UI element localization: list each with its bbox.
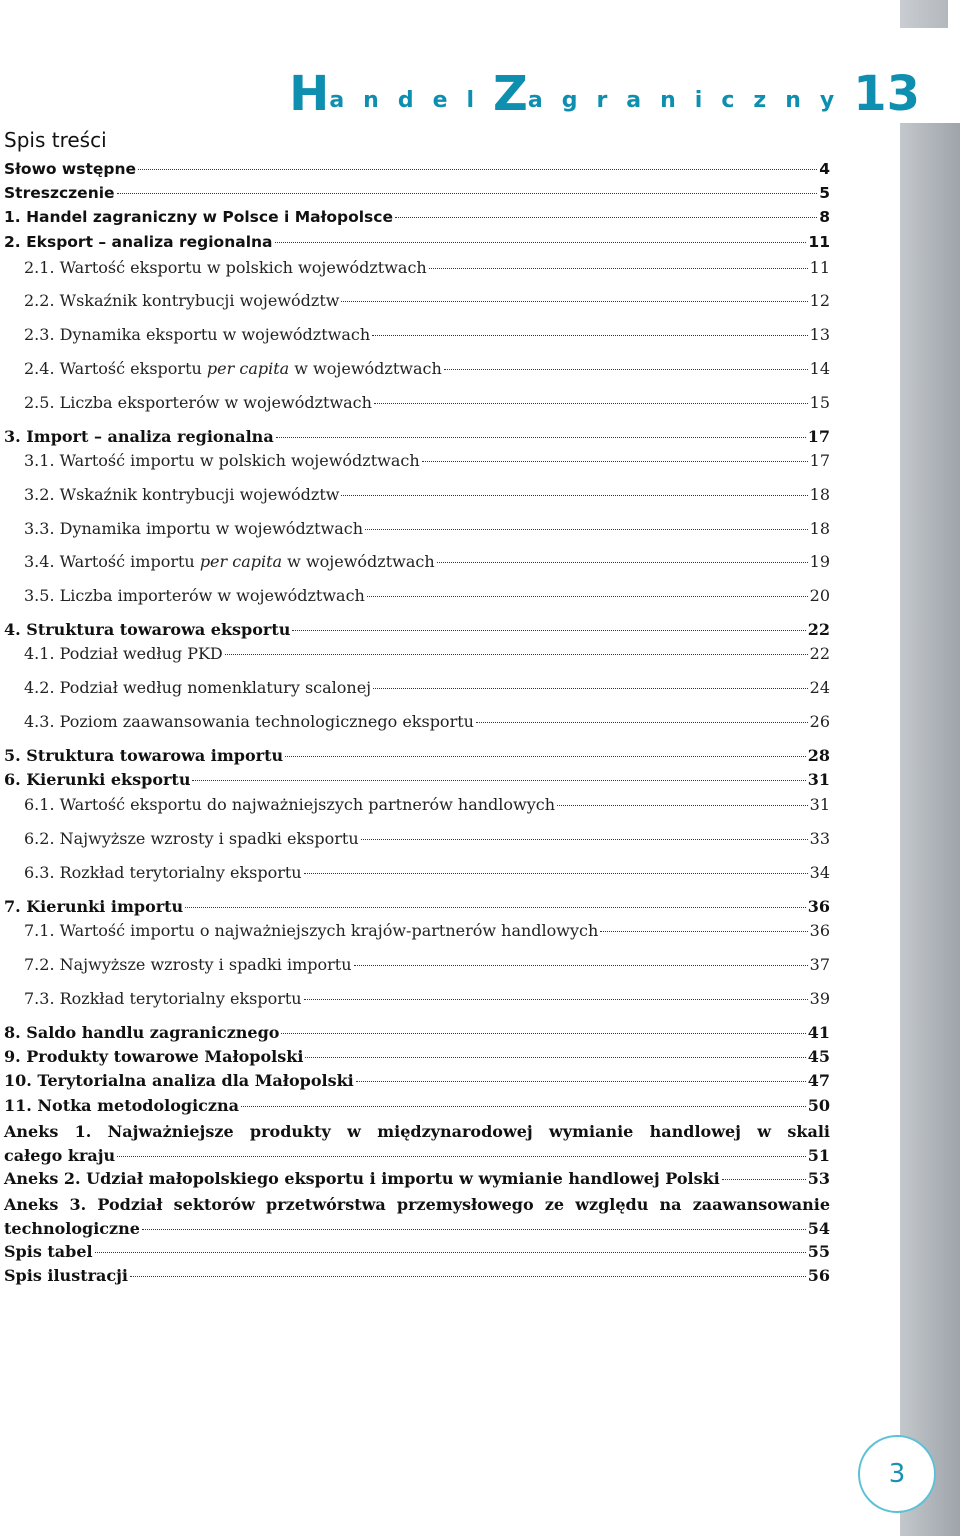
toc-entry[interactable] bbox=[4, 770, 830, 789]
toc-leader bbox=[304, 873, 808, 874]
toc-leader bbox=[185, 907, 806, 908]
toc-entry-page: 34 bbox=[809, 863, 830, 882]
toc-heading: Spis treści bbox=[4, 128, 107, 152]
page-number-badge bbox=[858, 1435, 936, 1513]
toc-entry-page: 47 bbox=[807, 1071, 830, 1090]
toc-entry-page: 56 bbox=[807, 1266, 830, 1285]
toc-entry-label: 8. Saldo handlu zagranicznego bbox=[4, 1023, 280, 1042]
toc-entry-page: 20 bbox=[809, 586, 830, 605]
toc-entry-label: 2.2. Wskaźnik kontrybucji województw bbox=[24, 291, 340, 310]
toc-entry[interactable] bbox=[4, 1266, 830, 1285]
toc-entry-page: 36 bbox=[809, 921, 830, 940]
toc-entry-label: 3.2. Wskaźnik kontrybucji województw bbox=[24, 485, 340, 504]
header-word-andel: andel bbox=[329, 88, 494, 113]
toc-entry[interactable] bbox=[4, 258, 830, 277]
toc-leader bbox=[138, 169, 817, 170]
toc-leader bbox=[276, 437, 806, 438]
toc-leader bbox=[95, 1252, 806, 1253]
toc-entry-label: 2.1. Wartość eksportu w polskich województwach bbox=[24, 258, 427, 277]
toc-entry-label-line2: technologiczne bbox=[4, 1219, 140, 1238]
toc-entry[interactable] bbox=[4, 291, 830, 310]
toc-leader bbox=[600, 931, 807, 932]
toc-entry-label-line1: Aneks 1. Najważniejsze produkty w międzynarodowej wymianie handlowej w skali bbox=[4, 1122, 830, 1141]
toc-entry-page: 55 bbox=[807, 1242, 830, 1261]
toc-entry[interactable] bbox=[4, 795, 830, 814]
toc-entry-label: 4.1. Podział według PKD bbox=[24, 644, 223, 663]
toc-entry[interactable] bbox=[4, 586, 830, 605]
toc-leader bbox=[281, 1033, 805, 1034]
sidebar-decoration-top bbox=[900, 0, 948, 28]
toc-entry[interactable] bbox=[4, 1120, 830, 1168]
toc-entry-page: 41 bbox=[807, 1023, 830, 1042]
toc-entry-label: 1. Handel zagraniczny w Polsce i Małopolsce bbox=[4, 208, 393, 226]
toc-entry-label: 5. Struktura towarowa importu bbox=[4, 746, 284, 765]
toc-entry-page: 4 bbox=[819, 160, 830, 178]
toc-entry-label-line2: całego kraju bbox=[4, 1146, 116, 1165]
toc-entry[interactable] bbox=[4, 897, 830, 916]
toc-entry-label: 7.2. Najwyższe wzrosty i spadki importu bbox=[24, 955, 352, 974]
toc-entry-page: 45 bbox=[807, 1047, 830, 1066]
toc-entry-page: 24 bbox=[809, 678, 830, 697]
toc-leader bbox=[422, 461, 808, 462]
toc-entry-label: Spis tabel bbox=[4, 1242, 93, 1261]
toc-entry-page: 53 bbox=[807, 1169, 830, 1188]
toc-entry-label: 11. Notka metodologiczna bbox=[4, 1096, 239, 1115]
toc-entry[interactable] bbox=[4, 160, 830, 178]
toc-entry-label: 10. Terytorialna analiza dla Małopolski bbox=[4, 1071, 354, 1090]
toc-entry[interactable] bbox=[4, 485, 830, 504]
toc-entry-page: 37 bbox=[809, 955, 830, 974]
header-word-agraniczny: agraniczny bbox=[527, 88, 854, 113]
toc-entry-page: 39 bbox=[809, 989, 830, 1008]
toc-entry-label: 6.1. Wartość eksportu do najważniejszych partnerów handlowych bbox=[24, 795, 556, 814]
header-initial-h: H bbox=[289, 66, 330, 122]
toc-leader bbox=[429, 268, 808, 269]
toc-leader bbox=[373, 688, 808, 689]
toc-entry-label: 7. Kierunki importu bbox=[4, 897, 184, 916]
toc-leader bbox=[117, 1156, 806, 1157]
toc-entry[interactable] bbox=[4, 863, 830, 882]
toc-entry-page: 13 bbox=[809, 325, 830, 344]
toc-entry-page: 22 bbox=[807, 620, 830, 639]
toc-entry-page: 51 bbox=[807, 1146, 830, 1165]
toc-entry[interactable] bbox=[4, 1242, 830, 1261]
toc-entry-label: 6. Kierunki eksportu bbox=[4, 770, 191, 789]
toc-leader bbox=[275, 242, 807, 243]
toc-entry-page: 31 bbox=[807, 770, 830, 789]
toc-leader bbox=[192, 780, 805, 781]
toc-entry-page: 18 bbox=[809, 519, 830, 538]
toc-entry[interactable] bbox=[4, 1023, 830, 1042]
toc-leader bbox=[341, 301, 807, 302]
toc-entry-label: Słowo wstępne bbox=[4, 160, 137, 178]
toc-entry[interactable] bbox=[4, 208, 830, 226]
toc-entry[interactable] bbox=[4, 921, 830, 940]
toc-entry-label: 3.1. Wartość importu w polskich województwach bbox=[24, 451, 420, 470]
toc-entry[interactable] bbox=[4, 955, 830, 974]
toc-label-italic: per capita bbox=[206, 359, 290, 378]
toc-entry-label: 3. Import – analiza regionalna bbox=[4, 427, 274, 446]
toc-leader bbox=[225, 654, 808, 655]
toc-entry-label: 4. Struktura towarowa eksportu bbox=[4, 620, 291, 639]
toc-leader bbox=[130, 1276, 806, 1277]
toc-entry-line2 bbox=[4, 1217, 830, 1241]
toc-entry-label: 4.3. Poziom zaawansowania technologicznego eksportu bbox=[24, 712, 474, 731]
running-header bbox=[289, 62, 920, 122]
toc-leader bbox=[367, 596, 808, 597]
toc-entry[interactable] bbox=[4, 519, 830, 538]
toc-entry-page: 8 bbox=[819, 208, 830, 226]
toc-entry-label: 7.3. Rozkład terytorialny eksportu bbox=[24, 989, 302, 1008]
toc-leader bbox=[361, 839, 808, 840]
sidebar-decoration bbox=[900, 123, 960, 1536]
toc-entry[interactable] bbox=[4, 1169, 830, 1188]
toc-entry-label: 3.3. Dynamika importu w województwach bbox=[24, 519, 364, 538]
toc-leader bbox=[304, 999, 808, 1000]
toc-entry[interactable] bbox=[4, 1047, 830, 1066]
toc-entry-label: 2. Eksport – analiza regionalna bbox=[4, 233, 273, 251]
toc-entry[interactable] bbox=[4, 1071, 830, 1090]
toc-label-part: 3.4. Wartość importu bbox=[24, 552, 200, 571]
toc-entry-label bbox=[24, 359, 442, 378]
toc-leader bbox=[341, 495, 807, 496]
toc-entry-page: 5 bbox=[819, 184, 830, 202]
toc-entry-page: 17 bbox=[807, 427, 830, 446]
header-initial-z: Z bbox=[493, 66, 528, 122]
toc-leader bbox=[305, 1057, 805, 1058]
toc-entry-label: 6.2. Najwyższe wzrosty i spadki eksportu bbox=[24, 829, 359, 848]
toc-entry[interactable] bbox=[4, 325, 830, 344]
toc-entry-page: 50 bbox=[807, 1096, 830, 1115]
toc-entry-page: 18 bbox=[809, 485, 830, 504]
toc-leader bbox=[365, 529, 808, 530]
toc-entry-page: 12 bbox=[809, 291, 830, 310]
toc-entry-label: 7.1. Wartość importu o najważniejszych krajów-partnerów handlowych bbox=[24, 921, 599, 940]
page-number: 3 bbox=[888, 1459, 906, 1489]
toc-entry-page: 28 bbox=[807, 746, 830, 765]
toc-entry-label: Streszczenie bbox=[4, 184, 115, 202]
toc-entry[interactable] bbox=[4, 678, 830, 697]
toc-entry[interactable] bbox=[4, 451, 830, 470]
toc-entry-page: 33 bbox=[809, 829, 830, 848]
toc-leader bbox=[444, 369, 808, 370]
toc-leader bbox=[437, 562, 808, 563]
toc-leader bbox=[292, 630, 805, 631]
toc-entry-label: 3.5. Liczba importerów w województwach bbox=[24, 586, 365, 605]
toc-leader bbox=[476, 722, 808, 723]
toc-label-part: w województwach bbox=[282, 552, 435, 571]
toc-entry-page: 31 bbox=[809, 795, 830, 814]
toc-entry[interactable] bbox=[4, 1193, 830, 1241]
toc-entry[interactable] bbox=[4, 552, 830, 571]
toc-entry-label: 2.5. Liczba eksporterów w województwach bbox=[24, 393, 372, 412]
toc-entry-page: 22 bbox=[809, 644, 830, 663]
toc-entry-line2 bbox=[4, 1144, 830, 1168]
toc-entry-label-line1: Aneks 3. Podział sektorów przetwórstwa przemysłowego ze względu na zaawansowanie bbox=[4, 1195, 830, 1214]
toc-entry[interactable] bbox=[4, 184, 830, 202]
toc-entry-label: 4.2. Podział według nomenklatury scalonej bbox=[24, 678, 372, 697]
toc-entry-page: 15 bbox=[809, 393, 830, 412]
toc-entry-label: 9. Produkty towarowe Małopolski bbox=[4, 1047, 304, 1066]
toc-entry[interactable] bbox=[4, 359, 830, 378]
toc-leader bbox=[557, 805, 808, 806]
toc-entry-page: 11 bbox=[809, 258, 830, 277]
toc-leader bbox=[241, 1106, 806, 1107]
toc-entry[interactable] bbox=[4, 712, 830, 731]
toc-leader bbox=[374, 403, 808, 404]
toc-entry-page: 26 bbox=[809, 712, 830, 731]
toc-entry[interactable] bbox=[4, 1096, 830, 1115]
toc-entry[interactable] bbox=[4, 427, 830, 446]
toc-entry-label: 6.3. Rozkład terytorialny eksportu bbox=[24, 863, 302, 882]
toc-label-part: 2.4. Wartość eksportu bbox=[24, 359, 207, 378]
toc-entry[interactable] bbox=[4, 746, 830, 765]
toc-entry-label: Spis ilustracji bbox=[4, 1266, 128, 1285]
toc-entry[interactable] bbox=[4, 233, 830, 251]
toc-leader bbox=[285, 756, 806, 757]
toc-leader bbox=[117, 193, 818, 194]
toc-leader bbox=[395, 217, 817, 218]
toc-label-italic: per capita bbox=[199, 552, 283, 571]
toc-entry[interactable] bbox=[4, 989, 830, 1008]
toc-entry[interactable] bbox=[4, 393, 830, 412]
toc-leader bbox=[722, 1179, 806, 1180]
toc-entry-page: 19 bbox=[809, 552, 830, 571]
toc-entry-page: 14 bbox=[809, 359, 830, 378]
toc-entry[interactable] bbox=[4, 620, 830, 639]
toc-entry-label bbox=[24, 552, 435, 571]
toc-entry-label: 2.3. Dynamika eksportu w województwach bbox=[24, 325, 371, 344]
header-year: 13 bbox=[853, 66, 920, 122]
toc-entry-label: Aneks 2. Udział małopolskiego eksportu i importu w wymianie handlowej Polski bbox=[4, 1169, 720, 1188]
toc-leader bbox=[354, 965, 808, 966]
toc-leader bbox=[356, 1081, 806, 1082]
toc-entry-page: 36 bbox=[807, 897, 830, 916]
toc-entry-page: 11 bbox=[808, 233, 830, 251]
toc-label-part: w województwach bbox=[289, 359, 442, 378]
toc-entry[interactable] bbox=[4, 829, 830, 848]
toc-entry-page: 17 bbox=[809, 451, 830, 470]
toc-entry-page: 54 bbox=[807, 1219, 830, 1238]
toc-leader bbox=[372, 335, 808, 336]
toc-entry[interactable] bbox=[4, 644, 830, 663]
toc-leader bbox=[142, 1229, 806, 1230]
